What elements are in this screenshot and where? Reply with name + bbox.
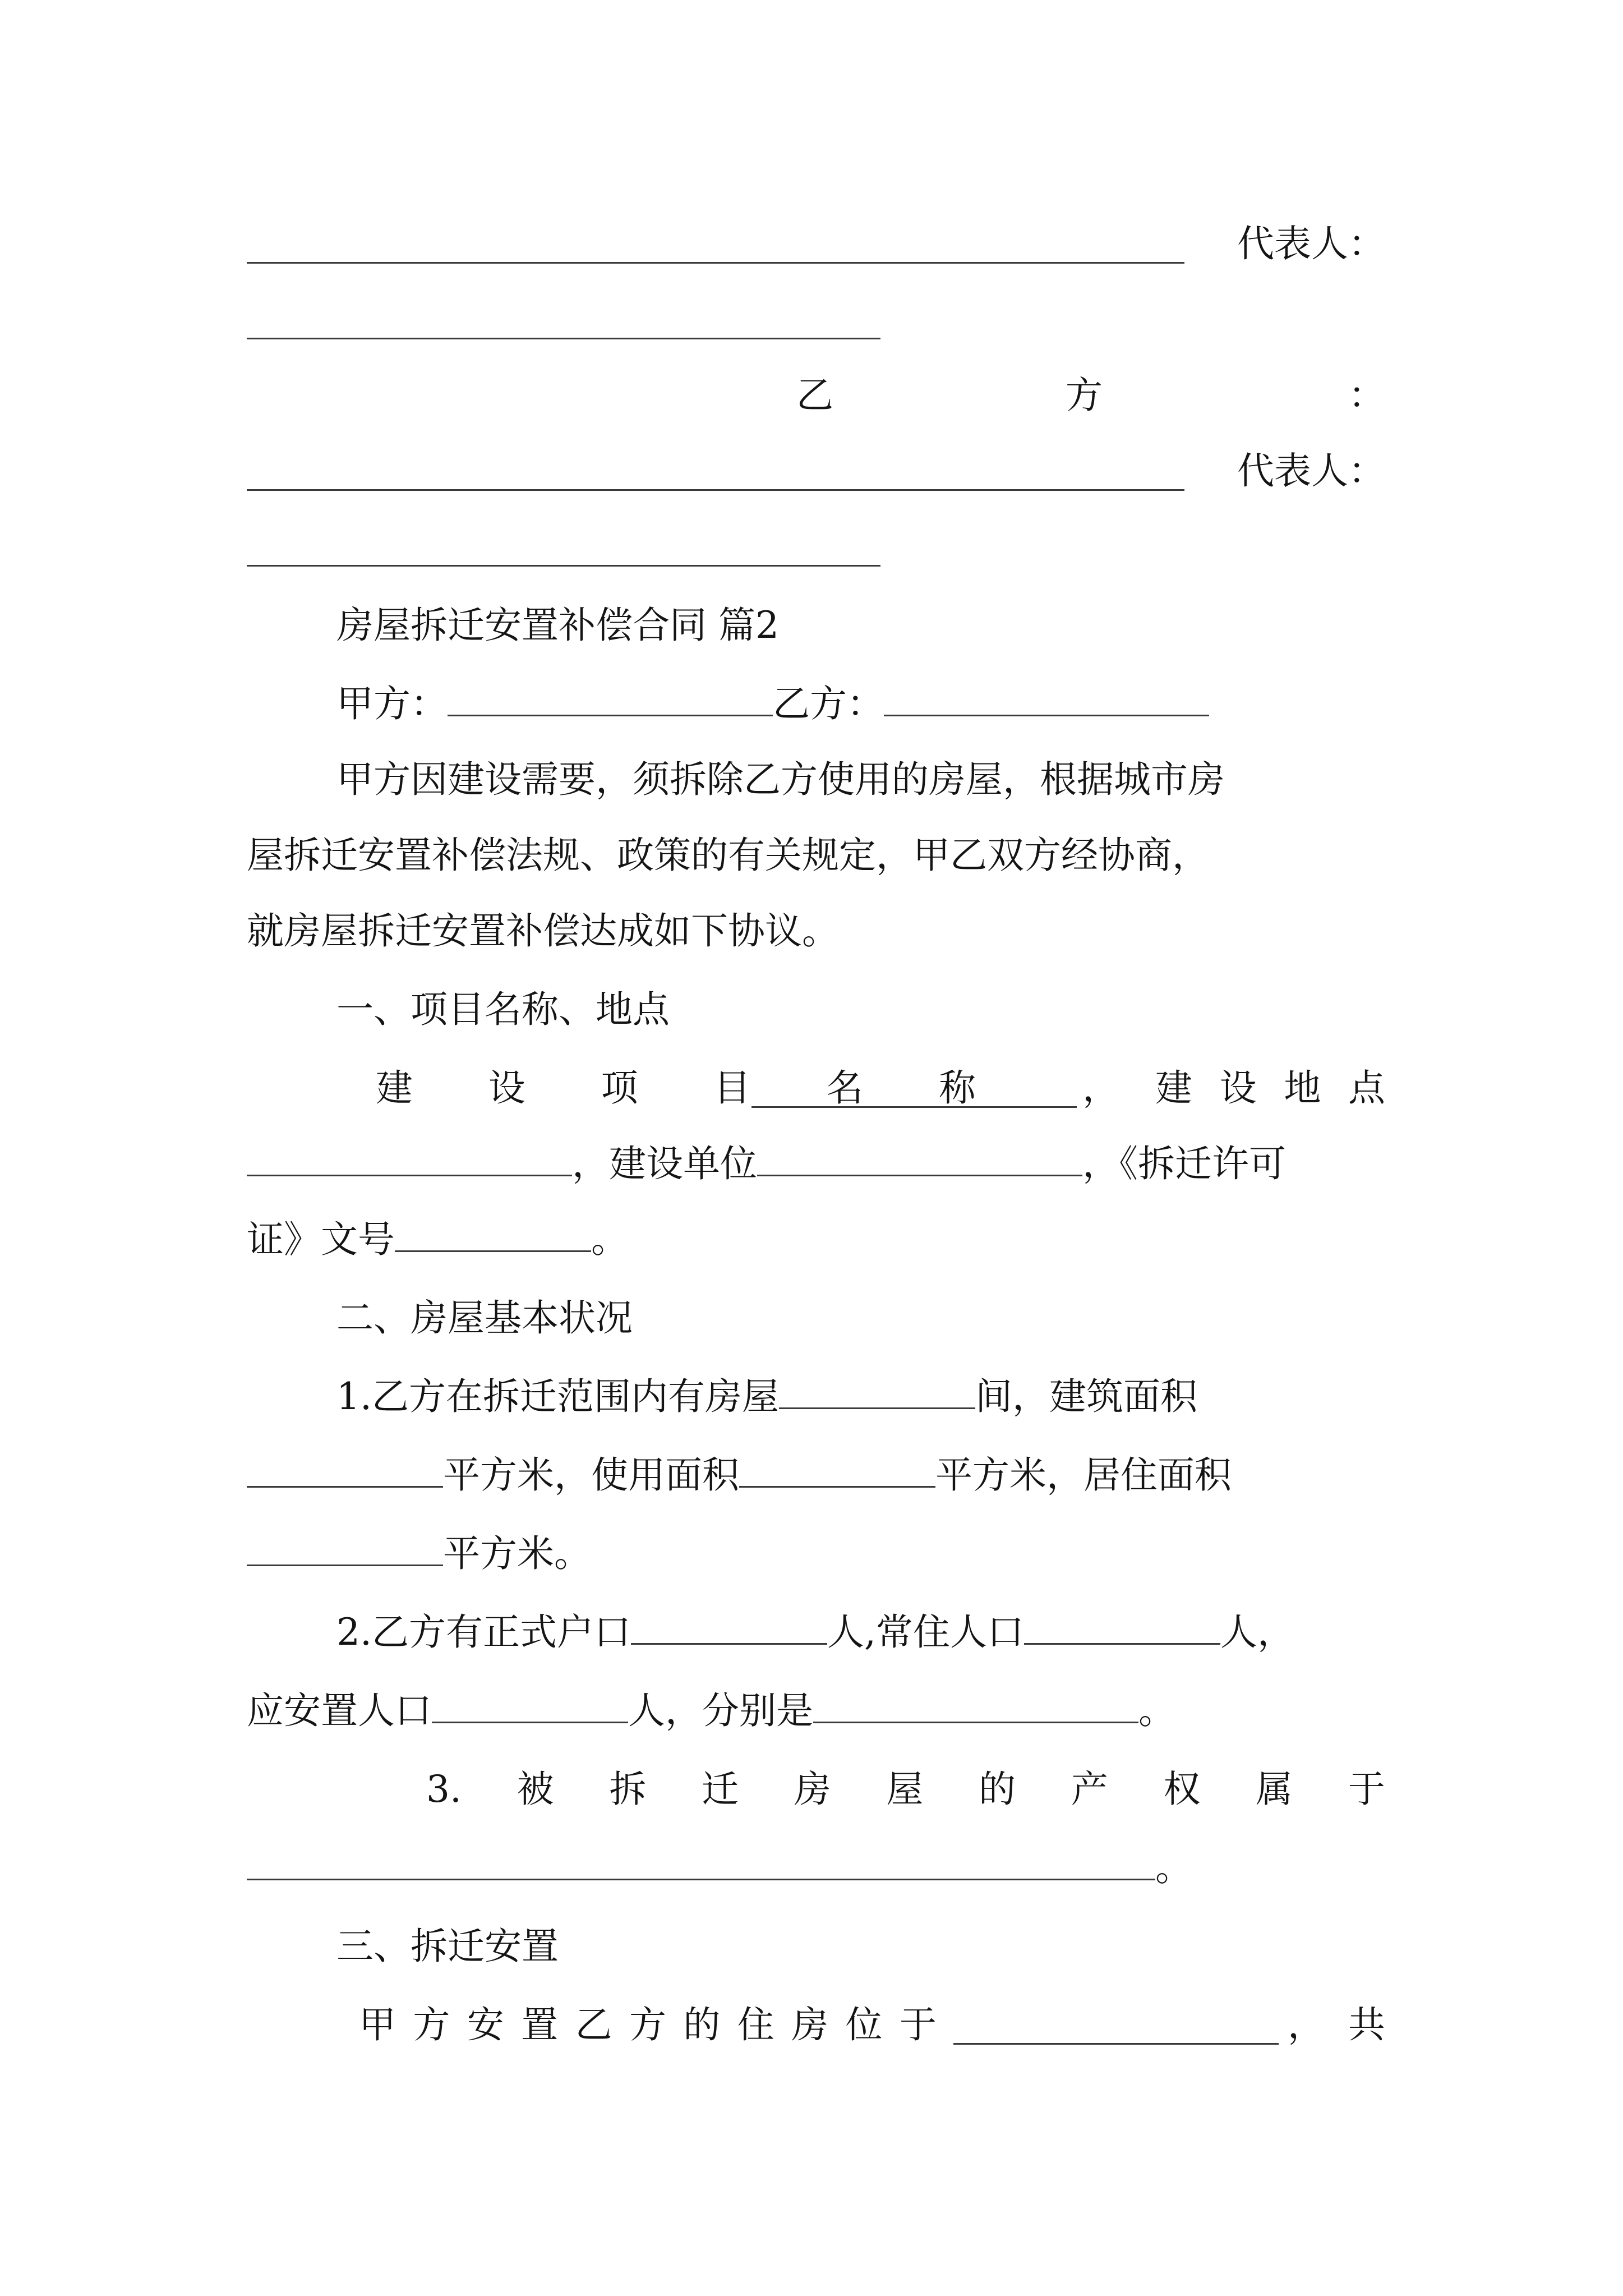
building-area-blank [247, 1449, 443, 1488]
char: 设 [488, 1066, 525, 1110]
period: 。 [1155, 1846, 1192, 1889]
section-3-heading: 三、拆迁安置 [336, 1925, 559, 1968]
char: 点 [1348, 1066, 1385, 1110]
blank-line [247, 338, 880, 339]
char: 权 [1163, 1768, 1201, 1811]
char: 目 [713, 1066, 751, 1110]
permit-number-label: 证》文号 [247, 1218, 395, 1261]
char: 属 [1256, 1768, 1293, 1811]
char: 甲 [359, 2003, 396, 2046]
colon: ： [1348, 374, 1385, 417]
char: 拆 [609, 1768, 647, 1811]
usable-area-blank [739, 1449, 935, 1488]
char: 建 [1155, 1066, 1192, 1110]
party-b-blank [884, 678, 1209, 716]
representative-label: 代表人： [1237, 449, 1385, 493]
char: 屋 [886, 1768, 924, 1811]
char: 安 [467, 2003, 504, 2046]
representative-label: 代表人： [1237, 222, 1385, 265]
location-label [1155, 1060, 1385, 1116]
char: 位 [845, 2003, 883, 2046]
char: 于 [899, 2003, 937, 2046]
parties-line [247, 676, 1475, 732]
resettle-label: 应安置人口 [247, 1689, 432, 1732]
char: 3. [426, 1768, 462, 1811]
char: 于 [1348, 1768, 1385, 1811]
rooms-blank [779, 1370, 975, 1409]
char: 产 [1071, 1768, 1108, 1811]
party-a-label: 甲方： [336, 682, 448, 725]
ownership-blank [247, 1842, 1155, 1880]
char: 住 [737, 2003, 774, 2046]
location-blank [247, 1138, 572, 1176]
living-area-blank [247, 1527, 443, 1566]
char: 地 [1284, 1066, 1321, 1110]
section-2-item-2-line-2 [247, 1683, 1385, 1739]
char: 房 [791, 2003, 829, 2046]
comma: ， [1082, 1066, 1119, 1110]
resident-label: 人,常住人口 [827, 1611, 1024, 1654]
project-name-label [376, 1060, 976, 1116]
intro-line-2: 屋拆迁安置补偿法规、政策的有关规定，甲乙双方经协商， [247, 834, 1209, 877]
intro-line-1: 甲方因建设需要，须拆除乙方使用的房屋，根据城市房 [336, 758, 1225, 801]
names-blank [813, 1685, 1138, 1723]
char: 置 [521, 2003, 559, 2046]
building-area-label: 间，建筑面积 [975, 1375, 1197, 1418]
char: 房 [794, 1768, 831, 1811]
living-area-label: 平方米，居住面积 [935, 1453, 1232, 1497]
permit-label: ，《拆迁许可 [1082, 1142, 1286, 1185]
intro-line-3: 就房屋拆迁安置补偿达成如下协议。 [247, 909, 839, 953]
registered-label: 2.乙方有正式户口 [336, 1611, 631, 1654]
section-2-heading: 二、房屋基本状况 [336, 1296, 633, 1340]
char: 项 [601, 1066, 638, 1110]
permit-number-blank [395, 1213, 591, 1252]
ownership-label [426, 1761, 1385, 1818]
char: 迁 [702, 1768, 739, 1811]
section-1-line-3 [247, 1212, 1385, 1268]
char: 称 [938, 1066, 976, 1110]
blank-line [247, 565, 880, 567]
section-2-item-3-line-2 [247, 1840, 1385, 1896]
period: 。 [591, 1218, 628, 1261]
char: 的 [683, 2003, 721, 2046]
char: 方 [629, 2003, 666, 2046]
char: 乙 [575, 2003, 612, 2046]
char: 的 [979, 1768, 1016, 1811]
section-2-item-1-line-2 [247, 1447, 1385, 1503]
section-2-item-1-line-3 [247, 1526, 1385, 1582]
rooms-label: 1.乙方在拆迁范围内有房屋 [336, 1375, 779, 1418]
char: 被 [517, 1768, 554, 1811]
persons-text: 人， [1220, 1611, 1294, 1654]
char: 设 [1219, 1066, 1257, 1110]
blank-line [247, 262, 1184, 264]
usable-area-label: 平方米，使用面积 [443, 1453, 739, 1497]
resident-blank [1024, 1606, 1220, 1645]
contract-title [247, 597, 1475, 654]
char: 建 [376, 1066, 413, 1110]
unit-text: 平方米。 [443, 1532, 591, 1575]
names-label: 人，分别是 [628, 1689, 813, 1732]
housing-location-blank [953, 2043, 1279, 2045]
char: 方 [413, 2003, 450, 2046]
registered-blank [631, 1606, 827, 1645]
party-b-char: 方 [1066, 374, 1103, 417]
total-label: ， 共 [1288, 2003, 1385, 2046]
builder-label: ，建设单位 [572, 1142, 757, 1185]
title-text: 房屋拆迁安置补偿合同 篇2 [336, 604, 779, 647]
section-1-heading: 一、项目名称、地点 [336, 988, 670, 1031]
char: 名 [826, 1066, 864, 1110]
party-b-char: 乙 [796, 374, 833, 417]
housing-location-label [359, 1997, 937, 2053]
section-1-line-2 [247, 1136, 1385, 1192]
section-2-item-2-line-1 [247, 1604, 1475, 1660]
period: 。 [1138, 1689, 1175, 1732]
project-name-blank [751, 1106, 1077, 1108]
section-2-item-1-line-1 [247, 1369, 1385, 1425]
resettle-blank [432, 1685, 628, 1723]
party-b-label: 乙方： [773, 682, 884, 725]
builder-blank [757, 1138, 1082, 1176]
blank-line [247, 489, 1184, 491]
party-a-blank [448, 678, 773, 716]
